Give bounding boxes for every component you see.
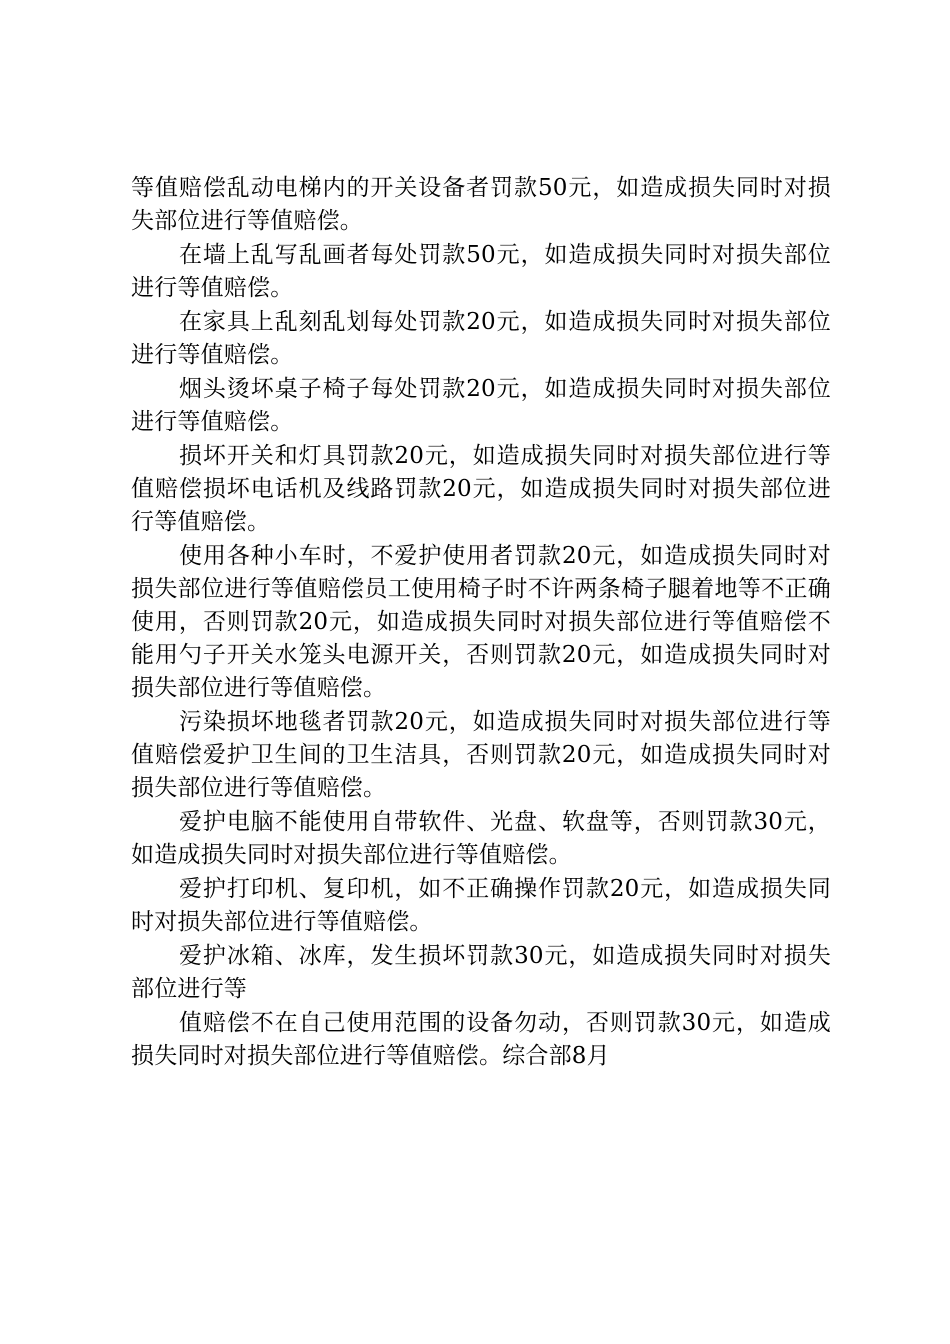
paragraph-2: 在墙上乱写乱画者每处罚款50元，如造成损失同时对损失部位进行等值赔偿。 xyxy=(131,242,831,301)
paragraph-11: 值赔偿不在自己使用范围的设备勿动，否则罚款30元，如造成损失同时对损失部位进行等值赔偿。综合部8月 xyxy=(131,1010,831,1069)
paragraph-4: 烟头烫坏桌子椅子每处罚款20元，如造成损失同时对损失部位进行等值赔偿。 xyxy=(131,376,831,435)
paragraph-6: 使用各种小车时，不爱护使用者罚款20元，如造成损失同时对损失部位进行等值赔偿员工使用椅子时不许两条椅子腿着地等不正确使用，否则罚款20元，如造成损失同时对损失部位进行等值赔偿不能用勺子开关水笼头电源开关，否则罚款20元，如造成损失同时对损失部位进行等值赔偿。 xyxy=(131,543,831,701)
paragraph-1: 等值赔偿乱动电梯内的开关设备者罚款50元，如造成损失同时对损失部位进行等值赔偿。 xyxy=(131,175,831,234)
document-body xyxy=(131,172,831,1074)
paragraph-10: 爱护冰箱、冰库，发生损坏罚款30元，如造成损失同时对损失部位进行等 xyxy=(131,943,831,1002)
paragraph-3: 在家具上乱刻乱划每处罚款20元，如造成损失同时对损失部位进行等值赔偿。 xyxy=(131,309,831,368)
paragraph-7: 污染损坏地毯者罚款20元，如造成损失同时对损失部位进行等值赔偿爱护卫生间的卫生洁具，否则罚款20元，如造成损失同时对损失部位进行等值赔偿。 xyxy=(131,709,831,801)
paragraph-5: 损坏开关和灯具罚款20元，如造成损失同时对损失部位进行等值赔偿损坏电话机及线路罚款20元，如造成损失同时对损失部位进行等值赔偿。 xyxy=(131,443,831,535)
paragraph-9: 爱护打印机、复印机，如不正确操作罚款20元，如造成损失同时对损失部位进行等值赔偿。 xyxy=(131,876,831,935)
paragraph-8: 爱护电脑不能使用自带软件、光盘、软盘等，否则罚款30元，如造成损失同时对损失部位进行等值赔偿。 xyxy=(131,809,831,868)
